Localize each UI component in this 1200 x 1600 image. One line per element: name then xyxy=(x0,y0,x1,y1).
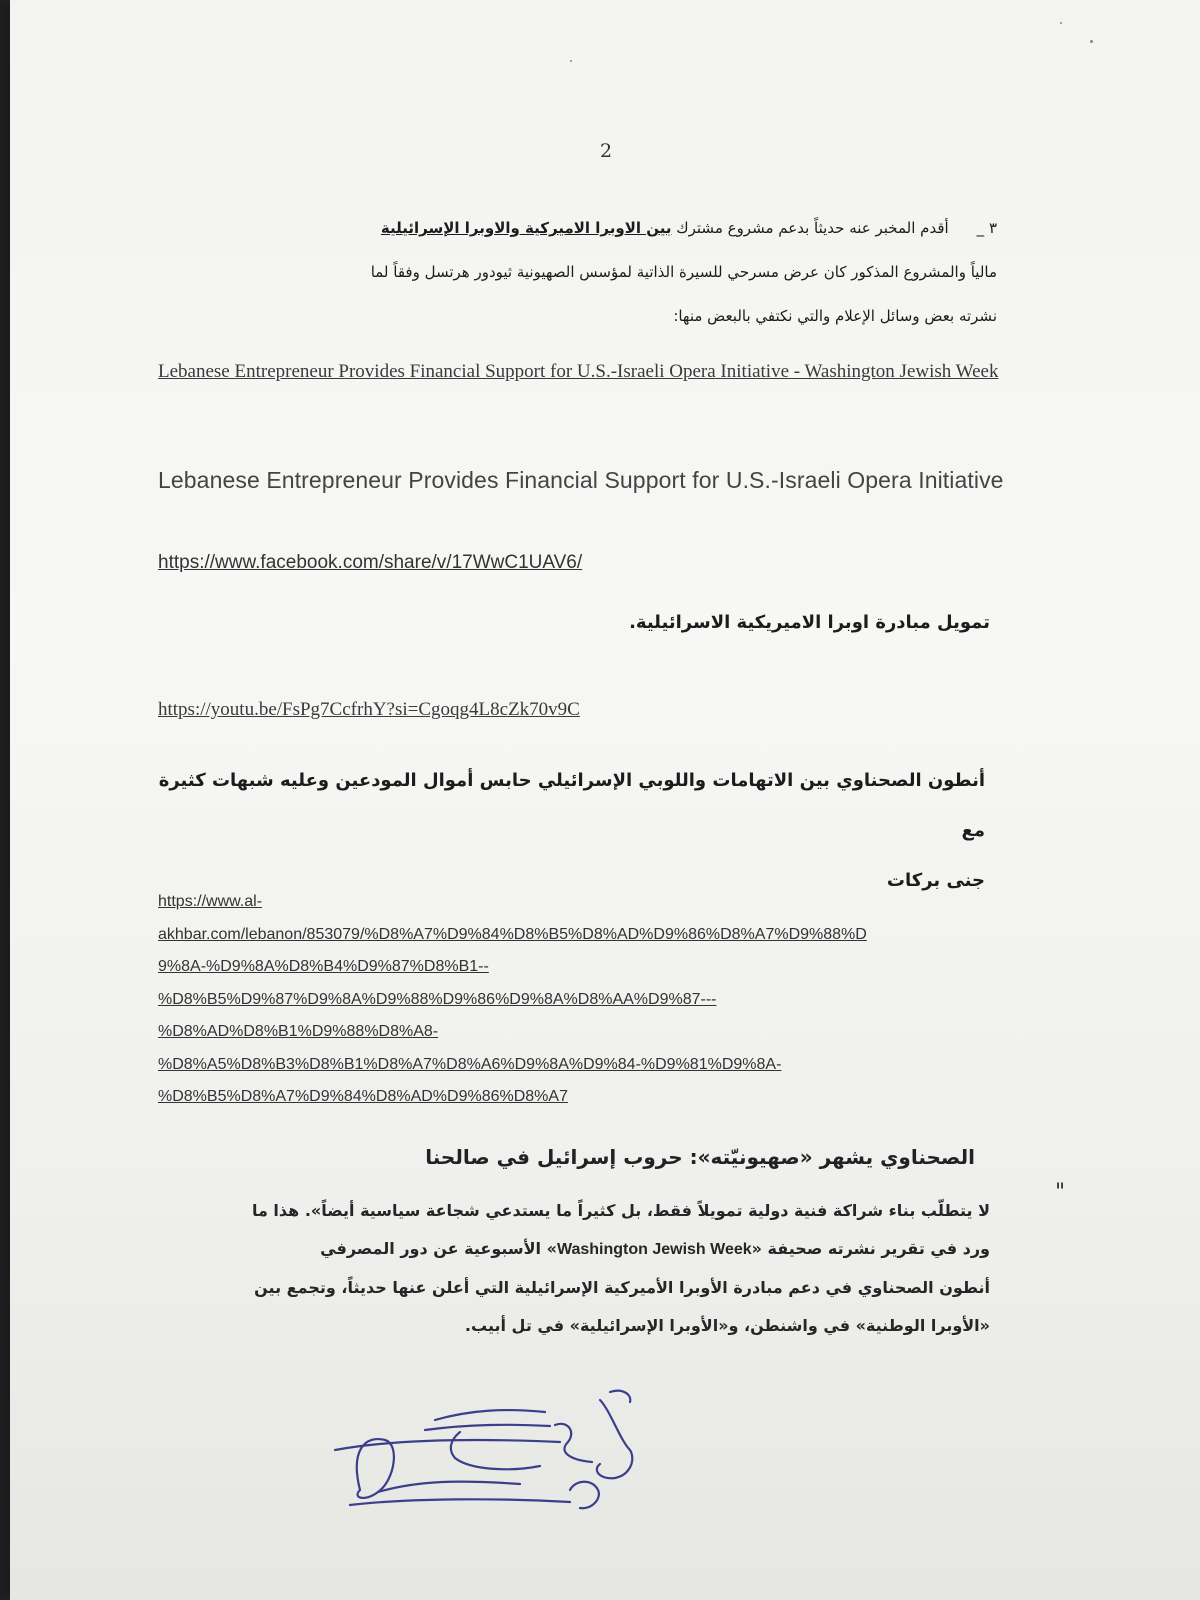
facebook-caption: تمويل مبادرة اوبرا الاميريكية الاسرائيلية. xyxy=(629,612,990,633)
article-body xyxy=(150,1192,990,1345)
wjw-headline: Lebanese Entrepreneur Provides Financial Support for U.S.-Israeli Opera Initiative xyxy=(158,467,1004,493)
al-akhbar-link-line[interactable]: %D8%AD%D8%B1%D9%88%D8%A8- xyxy=(158,1023,439,1040)
facebook-link[interactable]: https://www.facebook.com/share/v/17WwC1UAV6/ xyxy=(158,552,583,573)
document-page xyxy=(10,0,1200,1600)
article-line-2 xyxy=(150,1230,990,1269)
dust-speck xyxy=(1090,40,1093,43)
article-line-2-start: ورد في تقرير نشرته صحيفة « xyxy=(751,1239,990,1258)
youtube-caption xyxy=(145,756,985,906)
item-3-line-1-emphasis: بين الاوبرا الاميركية والاوبرا الإسرائيلية xyxy=(380,219,672,237)
youtube-caption-line-2: جنى بركات xyxy=(886,870,985,891)
item-number: ٣ _ xyxy=(976,219,997,237)
article-title: الصحناوي يشهر «صهيونيّته»: حروب إسرائيل في صالحنا xyxy=(425,1145,975,1169)
item-3-line-2: مالياً والمشروع المذكور كان عرض مسرحي للسيرة الذاتية لمؤسس الصهيونية ثيودور هرتسل وفقاً لما xyxy=(370,263,997,281)
article-line-1: لا يتطلّب بناء شراكة فنية دولية تمويلاً فقط، بل كثيراً ما يستدعي شجاعة سياسية أيضاً». هذا ما xyxy=(251,1201,990,1220)
newspaper-name: Washington Jewish Week xyxy=(556,1241,752,1258)
dust-speck xyxy=(570,60,572,62)
al-akhbar-link-line[interactable]: %D8%B5%D8%A7%D9%84%D8%AD%D9%86%D8%A7 xyxy=(158,1088,568,1105)
handwritten-signature xyxy=(330,1380,660,1540)
item-3-paragraph xyxy=(167,206,997,338)
al-akhbar-link-line[interactable]: akhbar.com/lebanon/853079/%D8%A7%D9%84%D8%B5%D8%AD%D9%86%D8%A7%D9%88%D xyxy=(158,925,867,943)
al-akhbar-link-line[interactable]: 9%8A-%D9%8A%D8%B4%D9%87%D8%B1-- xyxy=(158,958,489,975)
youtube-caption-line-1: أنطون الصحناوي بين الاتهامات واللوبي الإسرائيلي حابس أموال المودعين وعليه شبهات كثيرة مع xyxy=(158,770,985,841)
article-line-4: «الأوبرا الوطنية» في واشنطن، و«الأوبرا الإسرائيلية» في تل أبيب. xyxy=(464,1316,990,1335)
al-akhbar-link-line[interactable]: %D8%A5%D8%B3%D8%B1%D8%A7%D8%A6%D9%8A%D9%84-%D9%81%D9%8A- xyxy=(158,1055,782,1073)
article-line-2-end: » الأسبوعية عن دور المصرفي xyxy=(320,1239,557,1258)
al-akhbar-link[interactable] xyxy=(158,886,1058,1114)
wjw-article-link[interactable]: Lebanese Entrepreneur Provides Financial Support for U.S.-Israeli Opera Initiative - Washington Jewish Week xyxy=(158,361,999,382)
article-line-3: أنطون الصحناوي في دعم مبادرة الأوبرا الأميركية الإسرائيلية التي أعلن عنها حديثاً، وتجمع بين xyxy=(254,1278,990,1297)
item-3-line-1 xyxy=(167,206,997,250)
page-number: 2 xyxy=(600,140,613,162)
al-akhbar-link-line[interactable]: https://www.al- xyxy=(158,893,263,910)
dust-speck xyxy=(1060,22,1062,24)
item-3-line-3: نشرته بعض وسائل الإعلام والتي نكتفي بالبعض منها: xyxy=(673,307,997,325)
al-akhbar-link-line[interactable]: %D8%B5%D9%87%D9%8A%D9%88%D9%86%D9%8A%D8%AA%D9%87--- xyxy=(158,990,717,1008)
item-3-line-1-text: أقدم المخبر عنه حديثاً بدعم مشروع مشترك xyxy=(676,219,949,237)
youtube-link[interactable]: https://youtu.be/FsPg7CcfrhY?si=Cgoqg4L8cZk70v9C xyxy=(158,699,580,720)
opening-quote-mark: " xyxy=(1055,1180,1066,1205)
